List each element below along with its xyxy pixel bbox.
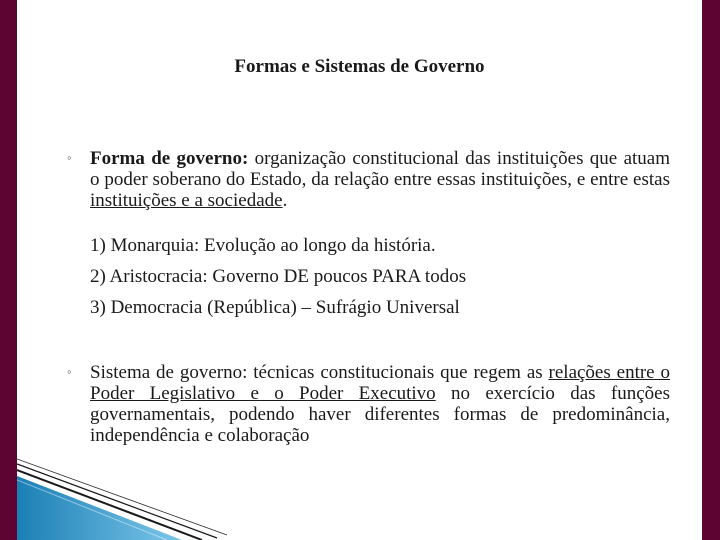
sistema-end: no exercício das funções governamentais, podendo haver diferentes formas de predominância, independência e colaboração [90, 383, 670, 446]
forma-end: . [282, 190, 288, 211]
sistema-text: Sistema de governo: técnicas constitucionais que regem as [90, 362, 549, 383]
forma-text: organização constitucional das instituições que atuam o poder soberano do Estado, da relação entre essas instituições, e entre estas [90, 148, 670, 190]
slide [17, 0, 702, 540]
bullet-icon: ◦ [67, 364, 72, 379]
forma-underlined: instituições e a sociedade [90, 190, 283, 211]
slide-title: Formas e Sistemas de Governo [234, 56, 485, 77]
forma-de-governo-paragraph [90, 148, 670, 211]
forma-term: Forma de governo: [90, 148, 249, 169]
list-item: 2) Aristocracia: Governo DE poucos PARA todos [90, 266, 467, 287]
sistema-underlined: relações entre o Poder Legislativo e o Poder Executivo [90, 362, 670, 404]
list-item: 1) Monarquia: Evolução ao longo da história. [90, 235, 436, 256]
bullet-icon: ◦ [67, 150, 72, 165]
decorative-corner-graphic [17, 450, 317, 540]
list-item: 3) Democracia (República) – Sufrágio Universal [90, 297, 460, 318]
formas-list [90, 234, 466, 327]
sistema-de-governo-paragraph [90, 362, 670, 446]
